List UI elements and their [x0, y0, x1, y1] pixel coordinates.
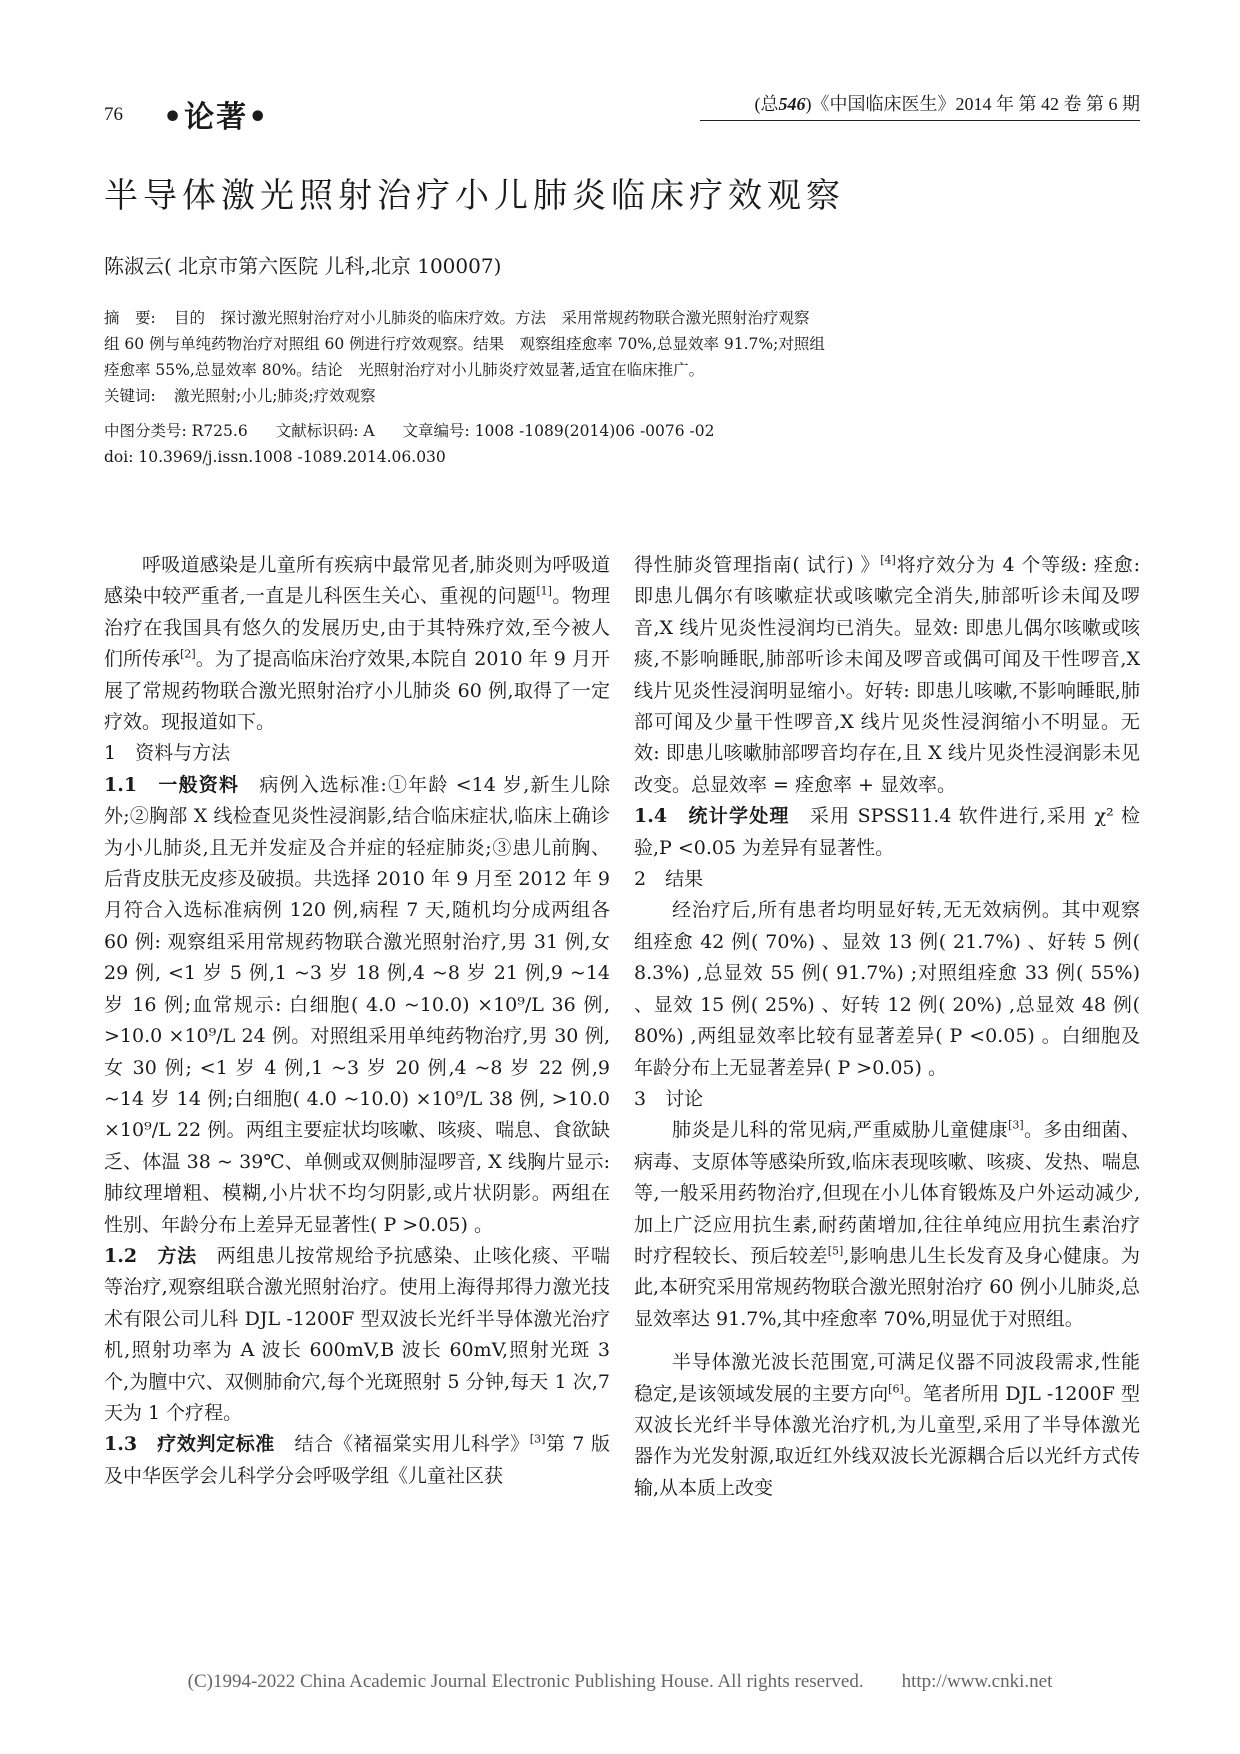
right-column	[634, 550, 1140, 1504]
doi: doi: 10.3969/j.issn.1008 -1089.2014.06.030	[104, 448, 446, 466]
heading-1-4: 1.4 统计学处理	[634, 805, 790, 828]
section-1-1-text: 病例入选标准:①年龄 <14 岁,新生儿除外;②胸部 X 线检查见炎性浸润影,结合临床症状,临床上确诊为小儿肺炎,且无并发症及合并症的轻症肺炎;③患儿前胸、后背皮肤无皮疹及破损。共选择 2010 年 9 月至 2012 年 9 月符合入选标准病例 120 例,病程 7 天,随机均分成两组各 60 例: 观察组采用常规药物联合激光照射治疗,男 31 例,女 29 例, <1 岁 5 例,1 ~3 岁 18 例,4 ~8 岁 21 例,9 ~14 岁 16 例;血常规示: 白细胞( 4.0 ~10.0) ×10⁹/L 36 例, >10.0 ×10⁹/L 24 例。对照组采用单纯药物治疗,男 30 例,女 30 例; <1 岁 4 例,1 ~3 岁 20 例,4 ~8 岁 22 例,9 ~14 岁 14 例;白细胞( 4.0 ~10.0) ×10⁹/L 38 例, >10.0 ×10⁹/L 22 例。两组主要症状均咳嗽、咳痰、喘息、食欲缺乏、体温 38 ~ 39℃、单侧或双侧肺湿啰音, X 线胸片显示: 肺纹理增粗、模糊,小片状不均匀阴影,或片状阴影。两组在性别、年龄分布上差异无显著性( P >0.05) 。	[104, 773, 610, 1236]
copyright-footer: (C)1994-2022 China Academic Journal Electronic Publishing House. All rights reserved. http://www.cnki.net	[187, 1671, 1053, 1692]
discussion-text-3: ,影响患儿生长发育及身心健康。为此,本研究采用常规药物联合激光照射治疗 60 例小儿肺炎,总显效率达 91.7%,其中痊愈率 70%,明显优于对照组。	[634, 1244, 1140, 1330]
section-1-1	[104, 770, 610, 1241]
journal-suffix: )《中国临床医生》2014 年 第 42 卷 第 6 期	[805, 94, 1140, 114]
abstract	[104, 305, 984, 409]
section-1-3-text-4: 将疗效分为 4 个等级: 痊愈: 即患儿偶尔有咳嗽症状或咳嗽完全消失,肺部听诊未闻及啰音,X 线片见炎性浸润均已消失。显效: 即患儿偶尔咳嗽或咳痰,不影响睡眠,肺部听诊未闻及啰音或偶可闻及干性啰音,X 线片见炎性浸润明显缩小。好转: 即患儿咳嗽,不影响睡眠,肺部可闻及少量干性啰音,X 线片见炎性浸润缩小不明显。无效: 即患儿咳嗽肺部啰音均存在,且 X 线片见炎性浸润影未见改变。总显效率 = 痊愈率 + 显效率。	[634, 554, 1140, 796]
citation-7: [6]	[888, 1382, 904, 1396]
intro-text: 呼吸道感染是儿童所有疾病中最常见者,肺炎则为呼吸道感染中较严重者,一直是儿科医生关心、重视的问题	[104, 554, 610, 608]
section-1-2	[104, 1241, 610, 1429]
keywords-label: 关键词:	[104, 387, 156, 405]
heading-1-1: 1.1 一般资料	[104, 773, 240, 796]
section-1-4-text: 采用 SPSS11.4 软件进行,采用 χ² 检验,P <0.05 为差异有显著性。	[634, 805, 1140, 859]
header-rule	[700, 120, 1140, 121]
discussion-text-4: 半导体激光波长范围宽,可满足仪器不同波段需求,性能稳定,是该领域发展的主要方向	[634, 1351, 1140, 1405]
discussion-paragraph-2	[634, 1347, 1140, 1504]
citation-6: [5]	[827, 1244, 844, 1258]
section-1-3-text: 结合《褚福棠实用儿科学》	[294, 1433, 530, 1456]
heading-1: 1 资料与方法	[104, 742, 231, 765]
citation-2: [2]	[180, 647, 196, 661]
section-tag: •论著•	[163, 100, 270, 135]
abstract-row-3	[104, 357, 984, 383]
author-line: 陈淑云( 北京市第六医院 儿科,北京 100007)	[104, 254, 502, 278]
meta-row	[104, 418, 715, 444]
keywords: 激光照射;小儿;肺炎;疗效观察	[174, 387, 376, 405]
section-1-3-continued	[634, 550, 1140, 801]
discussion-paragraph-1	[634, 1115, 1140, 1335]
article-meta	[104, 418, 715, 470]
discussion-text-1: 肺炎是儿科的常见病,严重威胁儿童健康	[672, 1119, 1009, 1142]
article-title: 半导体激光照射治疗小儿肺炎临床疗效观察	[104, 176, 845, 216]
heading-1-2: 1.2 方法	[104, 1244, 197, 1267]
heading-2: 2 结果	[634, 868, 704, 891]
section-1-3-text-2: 第 7 版及中华医学会儿科学分会呼吸学组《儿童社区获	[104, 1433, 610, 1487]
page-number: 76	[104, 104, 123, 125]
abstract-line-1: 目的 探讨激光照射治疗对小儿肺炎的临床疗效。方法 采用常规药物联合激光照射治疗观察	[174, 309, 810, 327]
keywords-row	[104, 383, 984, 409]
section-1-3	[104, 1429, 610, 1492]
abstract-label: 摘 要:	[104, 309, 156, 327]
abstract-row-2	[104, 331, 984, 357]
citation-4: [4]	[880, 553, 896, 567]
issue-total: 546	[778, 94, 806, 114]
intro-paragraph	[104, 550, 610, 738]
citation-5: [3]	[1008, 1118, 1024, 1132]
left-column	[104, 550, 610, 1492]
section-1-3-text-3: 得性肺炎管理指南( 试行) 》	[634, 554, 881, 576]
results-paragraph: 经治疗后,所有患者均明显好转,无无效病例。其中观察组痊愈 42 例( 70%) 、显效 13 例( 21.7%) 、好转 5 例( 8.3%) ,总显效 55 例( 91.7%) ;对照组痊愈 33 例( 55%) 、显效 15 例( 25%) 、好转 12 例( 20%) ,总显效 48 例( 80%) ,两组显效率比较有显著差异( P <0.05) 。白细胞及年龄分布上无显著差异( P >0.05) 。	[634, 899, 1140, 1079]
discussion-text-2: 。多由细菌、病毒、支原体等感染所致,临床表现咳嗽、咳痰、发热、喘息等,一般采用药物治疗,但现在小儿体育锻炼及户外运动减少,加上广泛应用抗生素,耐药菌增加,往往单纯应用抗生素治疗时疗程较长、预后较差	[634, 1119, 1140, 1267]
section-1-4	[634, 801, 1140, 864]
clc-number: 中图分类号: R725.6	[104, 422, 248, 440]
citation-3: [3]	[529, 1433, 546, 1447]
document-code: 文献标识码: A	[275, 422, 375, 440]
abstract-line-2: 组 60 例与单纯药物治疗对照组 60 例进行疗效观察。结果 观察组痊愈率 70%,总显效率 91.7%;对照组	[104, 335, 825, 353]
journal-prefix: (总	[754, 94, 779, 114]
abstract-row-1	[104, 305, 984, 331]
heading-3: 3 讨论	[634, 1087, 704, 1110]
discussion-text-5: 。笔者所用 DJL -1200F 型双波长光纤半导体激光治疗机,为儿童型,采用了半导体激光器作为光发射源,取近红外线双波长光源耦合后以光纤方式传输,从本质上改变	[634, 1382, 1141, 1499]
article-number: 文章编号: 1008 -1089(2014)06 -0076 -02	[402, 422, 715, 440]
abstract-line-3: 痊愈率 55%,总显效率 80%。结论 光照射治疗对小儿肺炎疗效显著,适宜在临床推广。	[104, 361, 705, 379]
intro-text-3: 。为了提高临床治疗效果,本院自 2010 年 9 月开展了常规药物联合激光照射治疗小儿肺炎 60 例,取得了一定疗效。现报道如下。	[104, 648, 610, 734]
intro-text-2: 。物理治疗在我国具有悠久的发展历史,由于其特殊疗效,至今被人们所传承	[104, 585, 610, 671]
section-1-2-text: 两组患儿按常规给予抗感染、止咳化痰、平喘等治疗,观察组联合激光照射治疗。使用上海得邦得力激光技术有限公司儿科 DJL -1200F 型双波长光纤半导体激光治疗机,照射功率为 A 波长 600mV,B 波长 60mV,照射光斑 3 个,为膻中穴、双侧肺俞穴,每个光斑照射 5 分钟,每天 1 次,7 天为 1 个疗程。	[104, 1244, 610, 1424]
citation-1: [1]	[536, 585, 552, 599]
heading-1-3: 1.3 疗效判定标准	[104, 1433, 275, 1456]
journal-info	[755, 90, 1141, 116]
